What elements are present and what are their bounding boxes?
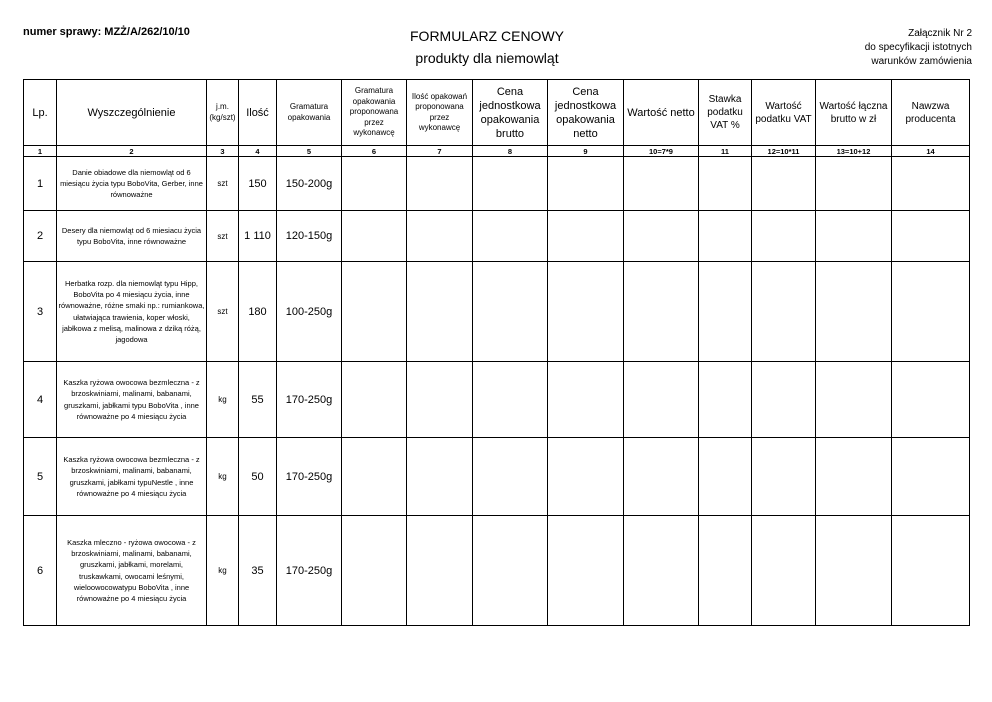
empty-cell[interactable] bbox=[342, 438, 407, 516]
row-quantity: 150 bbox=[239, 157, 277, 211]
empty-cell[interactable] bbox=[752, 157, 816, 211]
row-description: Danie obiadowe dla niemowląt od 6 miesiącu życia typu BoboVita, Gerber, inne równoważne bbox=[57, 157, 207, 211]
row-lp: 4 bbox=[24, 362, 57, 438]
annex-line-3: warunków zamówienia bbox=[871, 56, 972, 67]
col-number: 8 bbox=[473, 146, 548, 157]
col-number: 12=10*11 bbox=[752, 146, 816, 157]
empty-cell[interactable] bbox=[342, 157, 407, 211]
empty-cell[interactable] bbox=[752, 438, 816, 516]
empty-cell[interactable] bbox=[752, 362, 816, 438]
row-lp: 5 bbox=[24, 438, 57, 516]
empty-cell[interactable] bbox=[473, 516, 548, 626]
empty-cell[interactable] bbox=[407, 157, 473, 211]
row-lp: 3 bbox=[24, 262, 57, 362]
empty-cell[interactable] bbox=[816, 516, 892, 626]
row-package-weight: 170-250g bbox=[277, 438, 342, 516]
row-lp: 2 bbox=[24, 211, 57, 262]
empty-cell[interactable] bbox=[548, 362, 624, 438]
row-description: Herbatka rozp. dla niemowląt typu Hipp, BoboVita po 4 miesiącu życia, inne równoważne, różne smaki np.: rumiankowa, ułatwiająca trawienia, koper włoski, jabłkowa z melisą, malinowa z dziką różą, jagodowa bbox=[57, 262, 207, 362]
case-number: numer sprawy: MZŻ/A/262/10/10 bbox=[23, 26, 190, 38]
row-quantity: 55 bbox=[239, 362, 277, 438]
empty-cell[interactable] bbox=[342, 262, 407, 362]
table-row bbox=[24, 262, 970, 362]
row-unit: szt bbox=[207, 262, 239, 362]
col-header-unit-price-net: Cena jednostkowa opakowania netto bbox=[548, 80, 624, 146]
row-description: Desery dla niemowląt od 6 miesiacu życia typu BoboVita, inne równoważne bbox=[57, 211, 207, 262]
col-number: 13=10+12 bbox=[816, 146, 892, 157]
row-unit: kg bbox=[207, 438, 239, 516]
empty-cell[interactable] bbox=[816, 262, 892, 362]
empty-cell[interactable] bbox=[624, 262, 699, 362]
col-header-lp: Lp. bbox=[24, 80, 57, 146]
empty-cell[interactable] bbox=[624, 157, 699, 211]
col-number: 1 bbox=[24, 146, 57, 157]
empty-cell[interactable] bbox=[816, 157, 892, 211]
empty-cell[interactable] bbox=[548, 157, 624, 211]
empty-cell[interactable] bbox=[407, 438, 473, 516]
empty-cell[interactable] bbox=[624, 362, 699, 438]
empty-cell[interactable] bbox=[473, 438, 548, 516]
row-description: Kaszka ryżowa owocowa bezmleczna - z brzoskwiniami, malinami, babanami, gruszkami, jabłkami typuNestle , inne równoważne po 4 miesiącu życia bbox=[57, 438, 207, 516]
empty-cell[interactable] bbox=[699, 438, 752, 516]
row-package-weight: 170-250g bbox=[277, 362, 342, 438]
empty-cell[interactable] bbox=[624, 438, 699, 516]
row-quantity: 180 bbox=[239, 262, 277, 362]
row-quantity: 50 bbox=[239, 438, 277, 516]
price-form-table bbox=[23, 79, 970, 626]
table-row bbox=[24, 157, 970, 211]
col-header-quantity: Ilość bbox=[239, 80, 277, 146]
empty-cell[interactable] bbox=[752, 516, 816, 626]
empty-cell[interactable] bbox=[342, 362, 407, 438]
empty-cell[interactable] bbox=[816, 211, 892, 262]
empty-cell[interactable] bbox=[816, 438, 892, 516]
row-package-weight: 150-200g bbox=[277, 157, 342, 211]
col-header-producer: Nawzwa producenta bbox=[892, 80, 970, 146]
col-number: 9 bbox=[548, 146, 624, 157]
annex-line-1: Załącznik Nr 2 bbox=[908, 28, 972, 39]
empty-cell[interactable] bbox=[342, 516, 407, 626]
empty-cell[interactable] bbox=[548, 211, 624, 262]
row-description: Kaszka ryżowa owocowa bezmleczna - z brzoskwiniami, malinami, babanami, gruszkami, jabłkami typu BoboVita , inne równoważne po 4 miesiącu życia bbox=[57, 362, 207, 438]
col-number: 5 bbox=[277, 146, 342, 157]
col-header-vat-rate: Stawka podatku VAT % bbox=[699, 80, 752, 146]
annex-line-2: do specyfikacji istotnych bbox=[864, 42, 972, 53]
empty-cell[interactable] bbox=[699, 262, 752, 362]
row-description: Kaszka mleczno - ryżowa owocowa - z brzoskwiniami, malinami, babanami, gruszkami, jabłkami, morelami, truskawkami, owocami leśnymi, wieloowocowatypu BoboVita , inne równoważne po 4 miesiącu życia bbox=[57, 516, 207, 626]
col-number: 10=7*9 bbox=[624, 146, 699, 157]
empty-cell[interactable] bbox=[548, 262, 624, 362]
empty-cell[interactable] bbox=[699, 362, 752, 438]
row-quantity: 1 110 bbox=[239, 211, 277, 262]
empty-cell[interactable] bbox=[699, 516, 752, 626]
empty-cell[interactable] bbox=[699, 157, 752, 211]
row-lp: 1 bbox=[24, 157, 57, 211]
form-title: FORMULARZ CENOWY bbox=[410, 28, 564, 44]
empty-cell[interactable] bbox=[473, 157, 548, 211]
col-number: 3 bbox=[207, 146, 239, 157]
col-header-unit: j.m. (kg/szt) bbox=[207, 80, 239, 146]
empty-cell[interactable] bbox=[624, 516, 699, 626]
empty-cell[interactable] bbox=[473, 262, 548, 362]
empty-cell[interactable] bbox=[548, 438, 624, 516]
empty-cell[interactable] bbox=[892, 438, 970, 516]
empty-cell[interactable] bbox=[752, 262, 816, 362]
empty-cell[interactable] bbox=[892, 362, 970, 438]
table-row bbox=[24, 438, 970, 516]
col-header-total-gross: Wartość łączna brutto w zł bbox=[816, 80, 892, 146]
column-number-row bbox=[24, 146, 970, 157]
row-package-weight: 170-250g bbox=[277, 516, 342, 626]
col-number: 4 bbox=[239, 146, 277, 157]
empty-cell[interactable] bbox=[407, 262, 473, 362]
empty-cell[interactable] bbox=[892, 262, 970, 362]
row-unit: kg bbox=[207, 362, 239, 438]
col-header-description: Wyszczególnienie bbox=[57, 80, 207, 146]
col-header-net-value: Wartość netto bbox=[624, 80, 699, 146]
col-number: 14 bbox=[892, 146, 970, 157]
form-subtitle: produkty dla niemowląt bbox=[415, 50, 559, 66]
column-header-row bbox=[24, 80, 970, 146]
row-unit: szt bbox=[207, 211, 239, 262]
col-number: 11 bbox=[699, 146, 752, 157]
empty-cell[interactable] bbox=[407, 362, 473, 438]
table-row bbox=[24, 516, 970, 626]
empty-cell[interactable] bbox=[548, 516, 624, 626]
empty-cell[interactable] bbox=[892, 516, 970, 626]
annex-note bbox=[772, 27, 972, 69]
row-unit: szt bbox=[207, 157, 239, 211]
col-header-proposed-count: Ilość opakowań proponowana przez wykonawcę bbox=[407, 80, 473, 146]
empty-cell[interactable] bbox=[407, 516, 473, 626]
empty-cell[interactable] bbox=[407, 211, 473, 262]
empty-cell[interactable] bbox=[624, 211, 699, 262]
empty-cell[interactable] bbox=[892, 157, 970, 211]
empty-cell[interactable] bbox=[473, 362, 548, 438]
col-header-unit-price-gross: Cena jednostkowa opakowania brutto bbox=[473, 80, 548, 146]
table-row bbox=[24, 362, 970, 438]
col-number: 7 bbox=[407, 146, 473, 157]
empty-cell[interactable] bbox=[699, 211, 752, 262]
col-number: 6 bbox=[342, 146, 407, 157]
row-unit: kg bbox=[207, 516, 239, 626]
row-quantity: 35 bbox=[239, 516, 277, 626]
empty-cell[interactable] bbox=[473, 211, 548, 262]
col-number: 2 bbox=[57, 146, 207, 157]
col-header-package-weight: Gramatura opakowania bbox=[277, 80, 342, 146]
empty-cell[interactable] bbox=[816, 362, 892, 438]
empty-cell[interactable] bbox=[342, 211, 407, 262]
row-package-weight: 120-150g bbox=[277, 211, 342, 262]
row-package-weight: 100-250g bbox=[277, 262, 342, 362]
table-row bbox=[24, 211, 970, 262]
row-lp: 6 bbox=[24, 516, 57, 626]
form-title-block bbox=[398, 27, 576, 67]
col-header-vat-value: Wartość podatku VAT bbox=[752, 80, 816, 146]
empty-cell[interactable] bbox=[752, 211, 816, 262]
col-header-proposed-weight: Gramatura opakowania proponowana przez wykonawcę bbox=[342, 80, 407, 146]
empty-cell[interactable] bbox=[892, 211, 970, 262]
